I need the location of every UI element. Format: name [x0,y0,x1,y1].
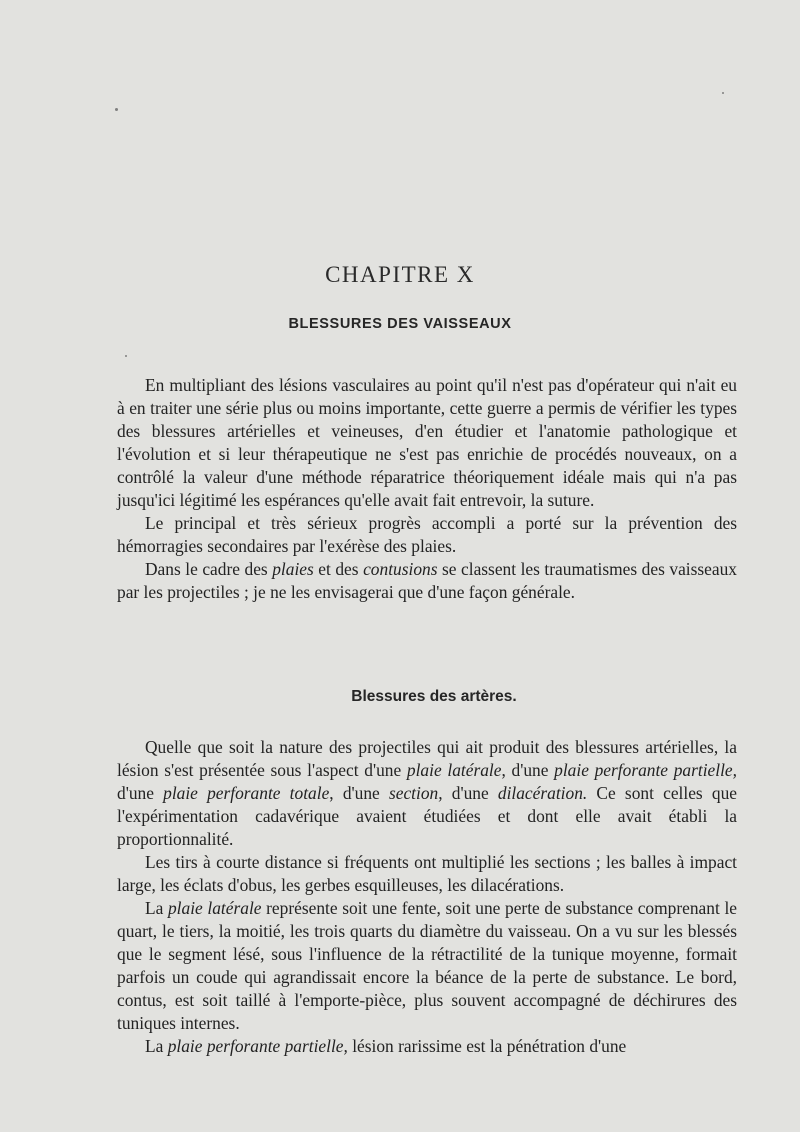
paragraph: En multipliant des lésions vasculaires au point qu'il n'est pas d'opérateur qui n'ait eu à en traiter une série plus ou moins importante, cette guerre a permis de vérifier les types des blessures artérielles et veineuses, d'en étudier et l'anatomie pathologique et l'évolution et si leur thérapeutique ne s'est pas enrichie de procédés nouveaux, on a contrôlé la valeur d'une méthode réparatrice théoriquement idéale mais qui n'a pas jusqu'ici légitimé les espérances qu'elle avait fait entrevoir, la suture. [117,375,737,510]
paper-speck [125,355,127,357]
italic-term: plaies [272,559,314,579]
paragraph: Les tirs à courte distance si fréquents ont multiplié les sections ; les balles à impact large, les éclats d'obus, les gerbes esquilleuses, les dilacérations. [117,852,737,895]
italic-term: plaie perforante partielle, [554,760,737,780]
italic-term: section, [388,783,443,803]
paragraph: Quelle que soit la nature des projectiles qui ait produit des blessures artérielles, la lésion s'est présentée sous l'aspect d'une plaie latérale, d'une plaie perforante partielle, d'une plaie perforante totale, d'une section, d'une dilacération. Ce sont celles que l'expérimentation cadavérique avaient étudiées et dont elle avait établi la proportionnalité. [117,737,737,849]
italic-term: plaie perforante partielle, [167,1036,348,1056]
italic-term: contusions [363,559,438,579]
section-text [117,736,737,1058]
paper-speck [722,92,724,94]
paragraph: La plaie perforante partielle, lésion rarissime est la pénétration d'une [145,1036,627,1056]
italic-term: dilacération. [497,783,588,803]
italic-term: plaie perforante totale [163,783,330,803]
intro-text [117,374,737,604]
italic-term: plaie latérale [167,898,262,918]
paper-speck [115,108,118,111]
section-heading: Blessures des artères. [351,688,517,705]
chapter-subtitle: BLESSURES DES VAISSEAUX [288,316,512,332]
paragraph: La plaie latérale représente soit une fente, soit une perte de substance comprenant le quart, le tiers, la moitié, les trois quarts du diamètre du vaisseau. On a vu sur les blessés que le segment lésé, sous l'influence de la rétractilité de la tunique moyenne, formait parfois un coude qui agrandissait encore la béance de la perte de substance. Le bord, contus, est soit taillé à l'emporte-pièce, plus souvent accompagné de déchirures des tuniques internes. [117,898,737,1033]
chapter-title: CHAPITRE X [325,262,475,287]
italic-term: plaie latérale [406,760,502,780]
paragraph: Dans le cadre des plaies et des contusions se classent les traumatismes des vaisseaux par les projectiles ; je ne les envisagerai que d'une façon générale. [117,559,737,602]
paragraph: Le principal et très sérieux progrès accompli a porté sur la prévention des hémorragies secondaires par l'exérèse des plaies. [117,513,737,556]
